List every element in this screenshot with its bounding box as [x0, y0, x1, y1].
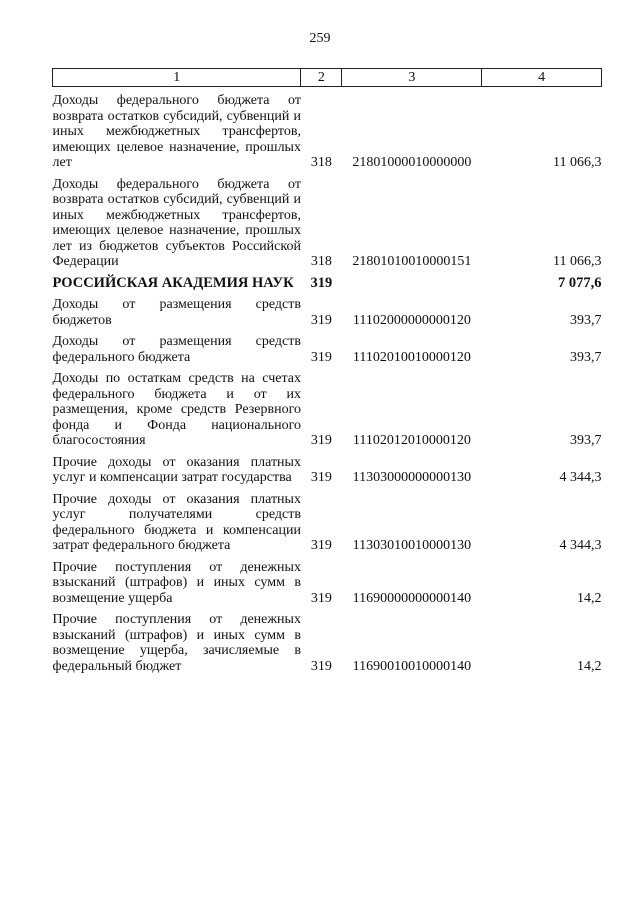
header-col-2: 2 — [301, 69, 342, 87]
kbk-cell: 11102012010000120 — [352, 433, 471, 448]
table-row — [53, 455, 602, 486]
table-row — [53, 334, 602, 365]
amount-cell: 11 066,3 — [553, 155, 602, 170]
header-col-4: 4 — [482, 69, 602, 87]
amount-cell: 11 066,3 — [553, 254, 602, 269]
budget-table — [52, 68, 602, 674]
name-cell: Доходы федерального бюджета от возврата остатков субсидий, субвенций и иных межбюджетных трансфертов, имеющих целевое назначение, прошлых лет из бюджетов субъектов Российской Федерации — [52, 176, 301, 269]
kbk-cell: 11303000000000130 — [352, 470, 472, 485]
header-col-3: 3 — [342, 69, 482, 87]
amount-cell: 393,7 — [570, 433, 602, 448]
name-cell: РОССИЙСКАЯ АКАДЕМИЯ НАУК — [52, 274, 294, 291]
page-number: 259 — [309, 31, 331, 46]
name-cell: Прочие доходы от оказания платных услуг получателями средств федерального бюджета и компенсации затрат федерального бюджета — [52, 491, 301, 553]
table-row — [53, 276, 602, 292]
name-cell: Доходы федерального бюджета от возврата остатков субсидий, субвенций и иных межбюджетных трансфертов, имеющих целевое назначение, прошлых лет — [52, 93, 301, 170]
name-cell: Доходы от размещения средств бюджетов — [52, 297, 301, 328]
amount-cell: 4 344,3 — [559, 470, 602, 485]
code-cell: 319 — [310, 312, 332, 328]
name-cell: Прочие доходы от оказания платных услуг и компенсации затрат государства — [52, 454, 301, 485]
amount-cell: 393,7 — [570, 312, 602, 328]
code-cell: 319 — [310, 538, 332, 553]
table-row — [53, 560, 602, 607]
table-row — [53, 612, 602, 674]
code-cell: 319 — [310, 470, 332, 485]
table-body — [53, 87, 602, 675]
table-header — [53, 69, 602, 87]
kbk-cell: 21801010010000151 — [352, 254, 472, 269]
name-cell: Доходы от размещения средств федерального бюджета — [52, 334, 301, 365]
table-row — [53, 297, 602, 328]
kbk-cell: 11690000000000140 — [352, 590, 472, 606]
amount-cell: 14,2 — [577, 658, 602, 674]
kbk-cell — [342, 276, 482, 292]
code-cell: 319 — [310, 349, 332, 365]
table-row — [53, 492, 602, 554]
code-cell: 319 — [310, 274, 333, 291]
table-row — [53, 93, 602, 171]
code-cell: 319 — [310, 590, 332, 606]
header-row — [53, 69, 602, 87]
amount-cell: 4 344,3 — [559, 538, 602, 553]
code-cell: 318 — [310, 155, 332, 170]
code-cell: 318 — [310, 254, 332, 269]
header-col-1: 1 — [53, 69, 301, 87]
kbk-cell: 21801000010000000 — [352, 155, 472, 170]
name-cell: Доходы по остаткам средств на счетах федерального бюджета и от их размещения, кроме средств Резервного фонда и Фонда национального благосостояния — [52, 371, 301, 448]
amount-cell: 393,7 — [570, 349, 602, 365]
kbk-cell: 11102000000000120 — [352, 312, 471, 328]
code-cell: 319 — [310, 658, 332, 674]
amount-cell: 7 077,6 — [558, 274, 602, 291]
name-cell: Прочие поступления от денежных взысканий (штрафов) и иных сумм в возмещение ущерба, зачисляемые в федеральный бюджет — [52, 612, 301, 674]
code-cell: 319 — [310, 433, 332, 448]
name-cell: Прочие поступления от денежных взысканий (штрафов) и иных сумм в возмещение ущерба — [52, 559, 301, 606]
amount-cell: 14,2 — [577, 590, 602, 606]
table-row — [53, 371, 602, 449]
kbk-cell: 11303010010000130 — [352, 538, 472, 553]
table-row — [53, 177, 602, 270]
kbk-cell: 11102010010000120 — [352, 349, 471, 365]
kbk-cell: 11690010010000140 — [352, 658, 472, 674]
